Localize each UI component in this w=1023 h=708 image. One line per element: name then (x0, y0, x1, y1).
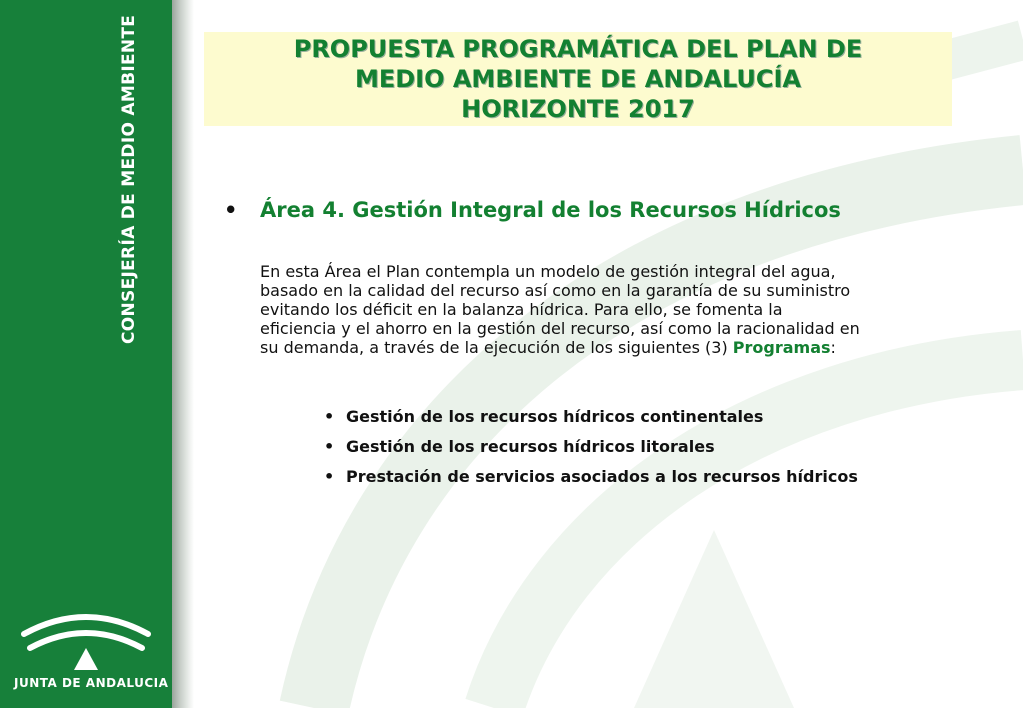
main-content (222, 196, 962, 486)
junta-de-andalucia-arch-icon (14, 604, 158, 676)
paragraph-last-line (260, 338, 960, 357)
program-label: Gestión de los recursos hídricos litorales (346, 437, 715, 456)
paragraph-end: : (830, 338, 836, 357)
title-line: HORIZONTE 2017 (461, 95, 695, 123)
bullet: • (224, 198, 238, 222)
title-line: PROPUESTA PROGRAMÁTICA DEL PLAN DE (293, 35, 863, 63)
area-heading-text: Área 4. Gestión Integral de los Recursos Hídricos (260, 198, 841, 222)
title-line: MEDIO AMBIENTE DE ANDALUCÍA (354, 65, 802, 93)
program-list (324, 402, 858, 492)
paragraph-line: En esta Área el Plan contempla un modelo de gestión integral del agua, (260, 262, 836, 281)
bullet: • (324, 467, 335, 486)
program-item (324, 402, 858, 432)
program-item (324, 462, 858, 492)
area-heading (222, 196, 962, 224)
bullet: • (324, 407, 335, 426)
logo-text: JUNTA DE ANDALUCIA (14, 676, 169, 690)
vertical-title-container (112, 14, 146, 344)
area-description (260, 262, 960, 357)
sidebar-vertical-title: CONSEJERÍA DE MEDIO AMBIENTE (119, 14, 139, 344)
sidebar-shadow (172, 0, 194, 708)
title-box (204, 32, 952, 126)
paragraph-line: eficiencia y el ahorro en la gestión del recurso, así como la racionalidad en (260, 319, 860, 338)
program-item (324, 432, 858, 462)
paragraph-line-text: su demanda, a través de la ejecución de los siguientes (3) (260, 338, 733, 357)
paragraph-line: basado en la calidad del recurso así como en la garantía de su suministro (260, 281, 851, 300)
paragraph-line: evitando los déficit en la balanza hídrica. Para ello, se fomenta la (260, 300, 783, 319)
programas-highlight: Programas (732, 338, 831, 357)
junta-logo (14, 604, 169, 694)
program-label: Prestación de servicios asociados a los recursos hídricos (346, 467, 858, 486)
bullet: • (324, 437, 335, 456)
page-title (294, 34, 863, 124)
sidebar (0, 0, 172, 708)
program-label: Gestión de los recursos hídricos continentales (346, 407, 764, 426)
